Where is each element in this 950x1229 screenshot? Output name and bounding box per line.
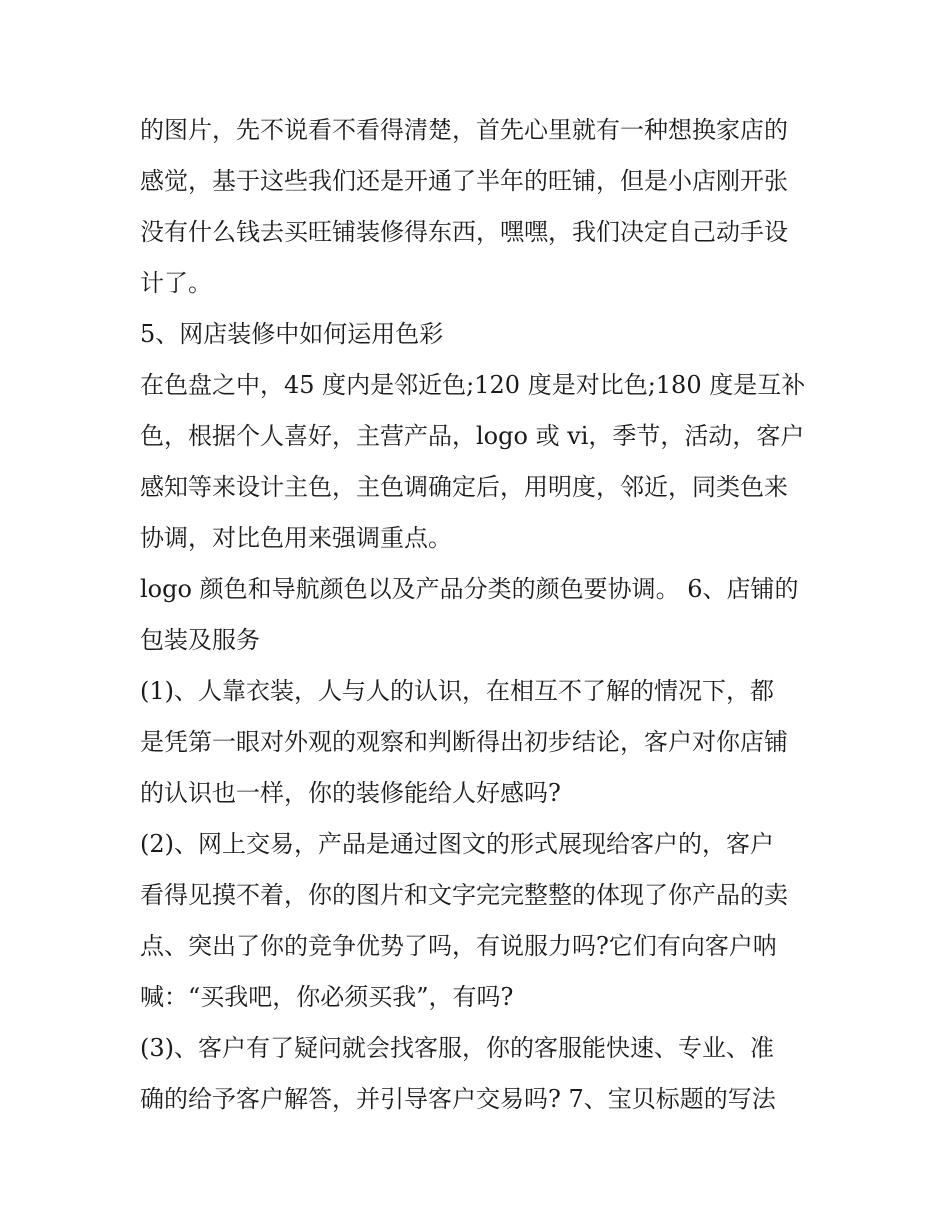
text-line: 感知等来设计主色，主色调确定后，用明度，邻近，同类色来	[140, 473, 788, 501]
text-line: (2)、网上交易，产品是通过图文的形式展现给客户的，客户	[140, 830, 774, 858]
text-line: 感觉，基于这些我们还是开通了半年的旺铺，但是小店刚开张	[140, 167, 788, 195]
text-line: 没有什么钱去买旺铺装修得东西，嘿嘿，我们决定自己动手设	[140, 218, 788, 246]
text-line: 色，根据个人喜好，主营产品，logo 或 vi，季节，活动，客户	[140, 422, 805, 450]
text-line: 的图片，先不说看不看得清楚，首先心里就有一种想换家店的	[140, 116, 788, 144]
text-line: 的认识也一样，你的装修能给人好感吗?	[140, 779, 561, 807]
text-line: logo 颜色和导航颜色以及产品分类的颜色要协调。 6、店铺的	[140, 575, 799, 603]
text-line: 在色盘之中，45 度内是邻近色;120 度是对比色;180 度是互补	[140, 371, 806, 399]
text-line: 看得见摸不着，你的图片和文字完完整整的体现了你产品的卖	[140, 881, 788, 909]
text-line: (1)、人靠衣装，人与人的认识，在相互不了解的情况下，都	[140, 677, 774, 705]
text-line: 确的给予客户解答，并引导客户交易吗? 7、宝贝标题的写法	[140, 1085, 776, 1113]
text-line: 是凭第一眼对外观的观察和判断得出初步结论，客户对你店铺	[140, 728, 788, 756]
section-heading: 5、网店装修中如何运用色彩	[140, 320, 444, 348]
text-line: 计了。	[140, 269, 212, 297]
text-line: 点、突出了你的竞争优势了吗，有说服力吗?它们有向客户呐	[140, 932, 777, 960]
text-line: 喊：“买我吧，你必须买我”，有吗?	[140, 983, 514, 1011]
text-line: (3)、客户有了疑问就会找客服，你的客服能快速、专业、准	[140, 1034, 774, 1062]
text-line: 协调，对比色用来强调重点。	[140, 524, 452, 552]
text-line: 包装及服务	[140, 626, 260, 654]
document-body	[140, 105, 820, 1125]
